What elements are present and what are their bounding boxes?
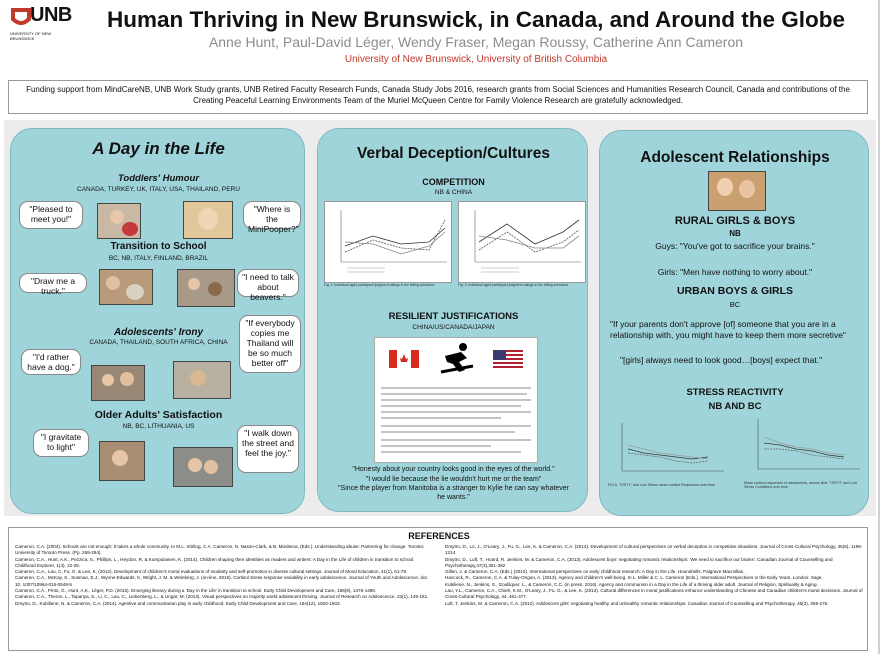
references-right-column bbox=[445, 544, 863, 607]
us-flag-icon bbox=[493, 350, 523, 368]
panel-title: Adolescent Relationships bbox=[640, 149, 830, 166]
rural-title: RURAL GIRLS & BOYS bbox=[674, 215, 796, 227]
section-countries: CANADA, THAILAND, SOUTH AFRICA, CHINA bbox=[89, 339, 228, 346]
reference-item: Cameron, C.A., Theron, L., Tapanya, S., Li, C., Lau, C., Liebenberg, L., & Ungar, M. (2013). Visual perspectives on majority world adolescent thriving. Journal of Research on Adolescence, 23(1), 149-161. bbox=[15, 594, 429, 600]
scenario-image bbox=[374, 337, 538, 463]
photo bbox=[173, 361, 231, 399]
chart-caption: Mean cortisol responses of adolescents, across time. TSST F, and Low Stress Conditions over time bbox=[744, 481, 857, 489]
photo bbox=[177, 269, 235, 307]
stress-subtitle: NB AND BC bbox=[708, 401, 762, 412]
deception-quote: "I would lie because the lie wouldn't hurt me or the team" bbox=[365, 476, 542, 483]
reference-item: Hancock, R., Cameron, C.A. & Tulay-Ongun, A. (2013). Agency and children's well-being. In L. Miller & C. L. Cameron (Eds.). International Perspectives in the Early Years. London: Sage. bbox=[445, 575, 823, 581]
panel-title: A Day in the Life bbox=[92, 139, 225, 158]
funding-acknowledgement: Funding support from MindCareNB, UNB Work Study grants, UNB Retired Faculty Research Funds, Canada Study Jobs 2016, research grants from Social Sciences and Humanities Research Council, Canada and contributions of the Creating Peaceful Learning Environments Team of the Muriel McQueen Centre for Family Violence Research are gratefully acknowledged. bbox=[8, 80, 868, 114]
snowboarder-icon bbox=[437, 342, 477, 376]
reference-item: Gillen, J. & Cameron, C.A. (Eds.) (2010). International perspectives on early childhood research: A Day in the Life. Houndmills: Palgrave Macmillan. bbox=[445, 569, 745, 575]
reference-item: Cameron, C.A., McKay, S., Susman, E.J., Wynne-Edwards, K, Wright, J. M. & Weinberg, J. (on-line, 2016). Cortisol stress response variability in early adolescence. Journal of Youth and Adolescence, doi: 10. 1007/10964-016-0548-5 bbox=[15, 575, 428, 587]
reference-item: Dmytro, D., Lo, J., O'Leary, J., Fu, G., Lee, K. & Cameron, C.A. (2014). Development of cultural perspectives on verbal deception in competitive situations. Journal of Cross-Cultural Psychology, 45(8), 1196-1214. bbox=[445, 544, 863, 556]
urban-subtitle: BC bbox=[729, 300, 741, 309]
deception-quote: "Honesty about your country looks good in the eyes of the world." bbox=[352, 466, 555, 473]
competition-chart-2 bbox=[458, 201, 586, 283]
photo bbox=[183, 201, 233, 239]
section-countries: BC, NB, ITALY, FINLAND, BRAZIL bbox=[108, 255, 209, 262]
photo bbox=[97, 203, 141, 239]
rural-quote: Girls: "Men have nothing to worry about." bbox=[657, 267, 813, 277]
chart-caption: Fig. 2: Individual aged participant judgment ratings in the telling scenarios bbox=[458, 283, 569, 287]
photo bbox=[99, 441, 145, 481]
reference-item: Cameron, C.A. (2004). Schools are not enough: It takes a whole community. In M.L. Stirling, C.A. Cameron, N. Nason-Clark, & B. Miedema, (Eds.). Understanding abuse: Partnering for change. Toronto: University of Toronto Press. (Pp. 269-294). bbox=[15, 544, 425, 556]
references-title: REFERENCES bbox=[408, 531, 470, 541]
chart-caption: FIG A. TSST F, and Low Stress mean cortisol Responses over time bbox=[608, 483, 715, 487]
photo bbox=[173, 447, 233, 487]
quote-bubble: "Draw me a truck." bbox=[19, 273, 87, 293]
resilient-title: RESILIENT JUSTIFICATIONS bbox=[388, 311, 519, 322]
references-left-column bbox=[15, 544, 431, 607]
quote-bubble: "I need to talk about beavers." bbox=[237, 269, 299, 297]
verbal-deception-panel bbox=[317, 128, 588, 512]
stress-chart-2 bbox=[744, 415, 862, 479]
reference-item: Dmytro, D., Luft, T., Hoard, R. Jenkins, M. & Cameron, C.A. (2013). Adolescent boys' negotiating romantic relationships: 'We need to sacrifice our brains'. Canadian Journal of Counselling and Psychotherapy,47(3),361-382 bbox=[445, 556, 833, 568]
reference-item: Cameron, C.A., Pinto, G., Hunt, A.K., Léger, P.D. (2015). Emerging literacy during a 'Day in the Life' in transition to school. Early Child Development and Care, 186(9), 1476-1490. bbox=[15, 588, 377, 594]
adolescent-relationships-panel bbox=[599, 130, 869, 516]
urban-quote: "If your parents don't approve [of] someone that you are in a relationship with, you might have to keep them more secretive" bbox=[610, 319, 846, 340]
deception-quote: "Since the player from Manitoba is a stranger to Kylie he can say whatever he wants." bbox=[338, 485, 569, 501]
section-countries: CANADA, TURKEY, UK, ITALY, USA, THAILAND, PERU bbox=[77, 186, 240, 193]
competition-subtitle: NB & CHINA bbox=[434, 189, 473, 196]
logo-text: UNB bbox=[30, 4, 72, 26]
photo bbox=[91, 365, 145, 401]
section-title: Transition to School bbox=[110, 241, 207, 252]
rural-subtitle: NB bbox=[729, 229, 741, 238]
rural-quote: Guys: "You've got to sacrifice your brains." bbox=[655, 241, 815, 251]
competition-chart-1 bbox=[324, 201, 452, 283]
quote-bubble: "I gravitate to light" bbox=[33, 429, 89, 457]
stress-title: STRESS REACTIVITY bbox=[686, 387, 784, 398]
canada-flag-icon bbox=[389, 350, 419, 368]
poster-title: Human Thriving in New Brunswick, in Canada, and Around the Globe bbox=[107, 7, 845, 32]
photo bbox=[708, 171, 766, 211]
day-in-the-life-panel bbox=[10, 128, 305, 514]
section-title: Older Adults' Satisfaction bbox=[94, 409, 223, 421]
section-title: Adolescents' Irony bbox=[113, 327, 204, 338]
quote-bubble: "I'd rather have a dog." bbox=[21, 349, 81, 375]
reference-item: Dmytro, D., Kubiliene, N. & Cameron, C.A. (2014). Agentive and communitarian play in early childhood. Early Child Development and Care, 184(12), 1920-1933. bbox=[15, 600, 341, 606]
reference-item: Lau, Y.L., Cameron, C.A., Chieh, K.M., O'Leary, J., Fu, G., & Lee, K. (2013). Cultural differences in moral justifications enhance understanding of Chinese and Canadian children's moral decisions. Journal of Cross-Cultural Psychology, 44, 461-477. bbox=[445, 588, 863, 600]
references-box bbox=[8, 527, 868, 651]
quote-bubble: "Where is the MiniPooper?" bbox=[243, 201, 301, 229]
photo bbox=[99, 269, 153, 305]
section-countries: NB, BC, LITHUANIA, US bbox=[122, 423, 195, 430]
scenario-text-lines bbox=[381, 384, 531, 456]
resilient-subtitle: CHINA/US/CANADA/JAPAN bbox=[412, 324, 495, 331]
authors: Anne Hunt, Paul-David Léger, Wendy Fraser, Megan Roussy, Catherine Ann Cameron bbox=[208, 34, 744, 50]
quote-bubble: "Pleased to meet you!" bbox=[19, 201, 83, 229]
reference-item: Cameron, C.A., Hunt, A.K., Pezzica, S., Phillips, L., Heydon, R. & Kumpulainen, K. (2014). Children shaping their identities as readers and writers: A Day in the Life of children in transition to school. Childhood Explorer, 1(4), 22-25. bbox=[15, 556, 415, 568]
reference-item: Luft, T. Jenkins, M. & Cameron, C.A. (2012). Adolescent girls' negotiating healthy and unhealthy romantic relationships. Canadian Journal of Counselling and Psychotherapy, 46(3), 259-276. bbox=[445, 600, 829, 606]
quote-bubble: "I walk down the street and feel the joy." bbox=[237, 425, 299, 473]
quote-bubble: "If everybody copies me Thailand will be so much better off" bbox=[239, 315, 301, 373]
panel-title: Verbal Deception/Cultures bbox=[357, 145, 550, 162]
logo-subtitle: UNIVERSITY OF NEW BRUNSWICK bbox=[10, 31, 52, 41]
reference-item: Cameron, C.A., Lau, C, Fu, G. & Lee, K. (2012). Development of children's moral evaluations of modesty and self-promotion in diverse cultural settings. Journal of Moral Education, 41(1), 61-78. bbox=[15, 569, 408, 575]
reference-item: Kubiliene, N., Jenkins, S., Goulliquer, L., & Cameron, C.C. (in press, 2016). Agency and communion in a Day in the Life of a thriving older adult. Journal of Religion, Spirituality & Aging. bbox=[445, 581, 818, 587]
stress-chart-1 bbox=[608, 419, 726, 481]
affiliation: University of New Brunswick, University of British Columbia bbox=[344, 54, 608, 65]
section-title: Toddlers' Humour bbox=[117, 173, 200, 184]
urban-title: URBAN BOYS & GIRLS bbox=[676, 285, 794, 297]
urban-quote: "[girls] always need to look good…[boys] expect that." bbox=[620, 355, 823, 365]
competition-title: COMPETITION bbox=[422, 177, 485, 187]
chart-caption: Fig. 1: Individual aged participant judgment ratings in the telling scenarios bbox=[324, 283, 435, 287]
